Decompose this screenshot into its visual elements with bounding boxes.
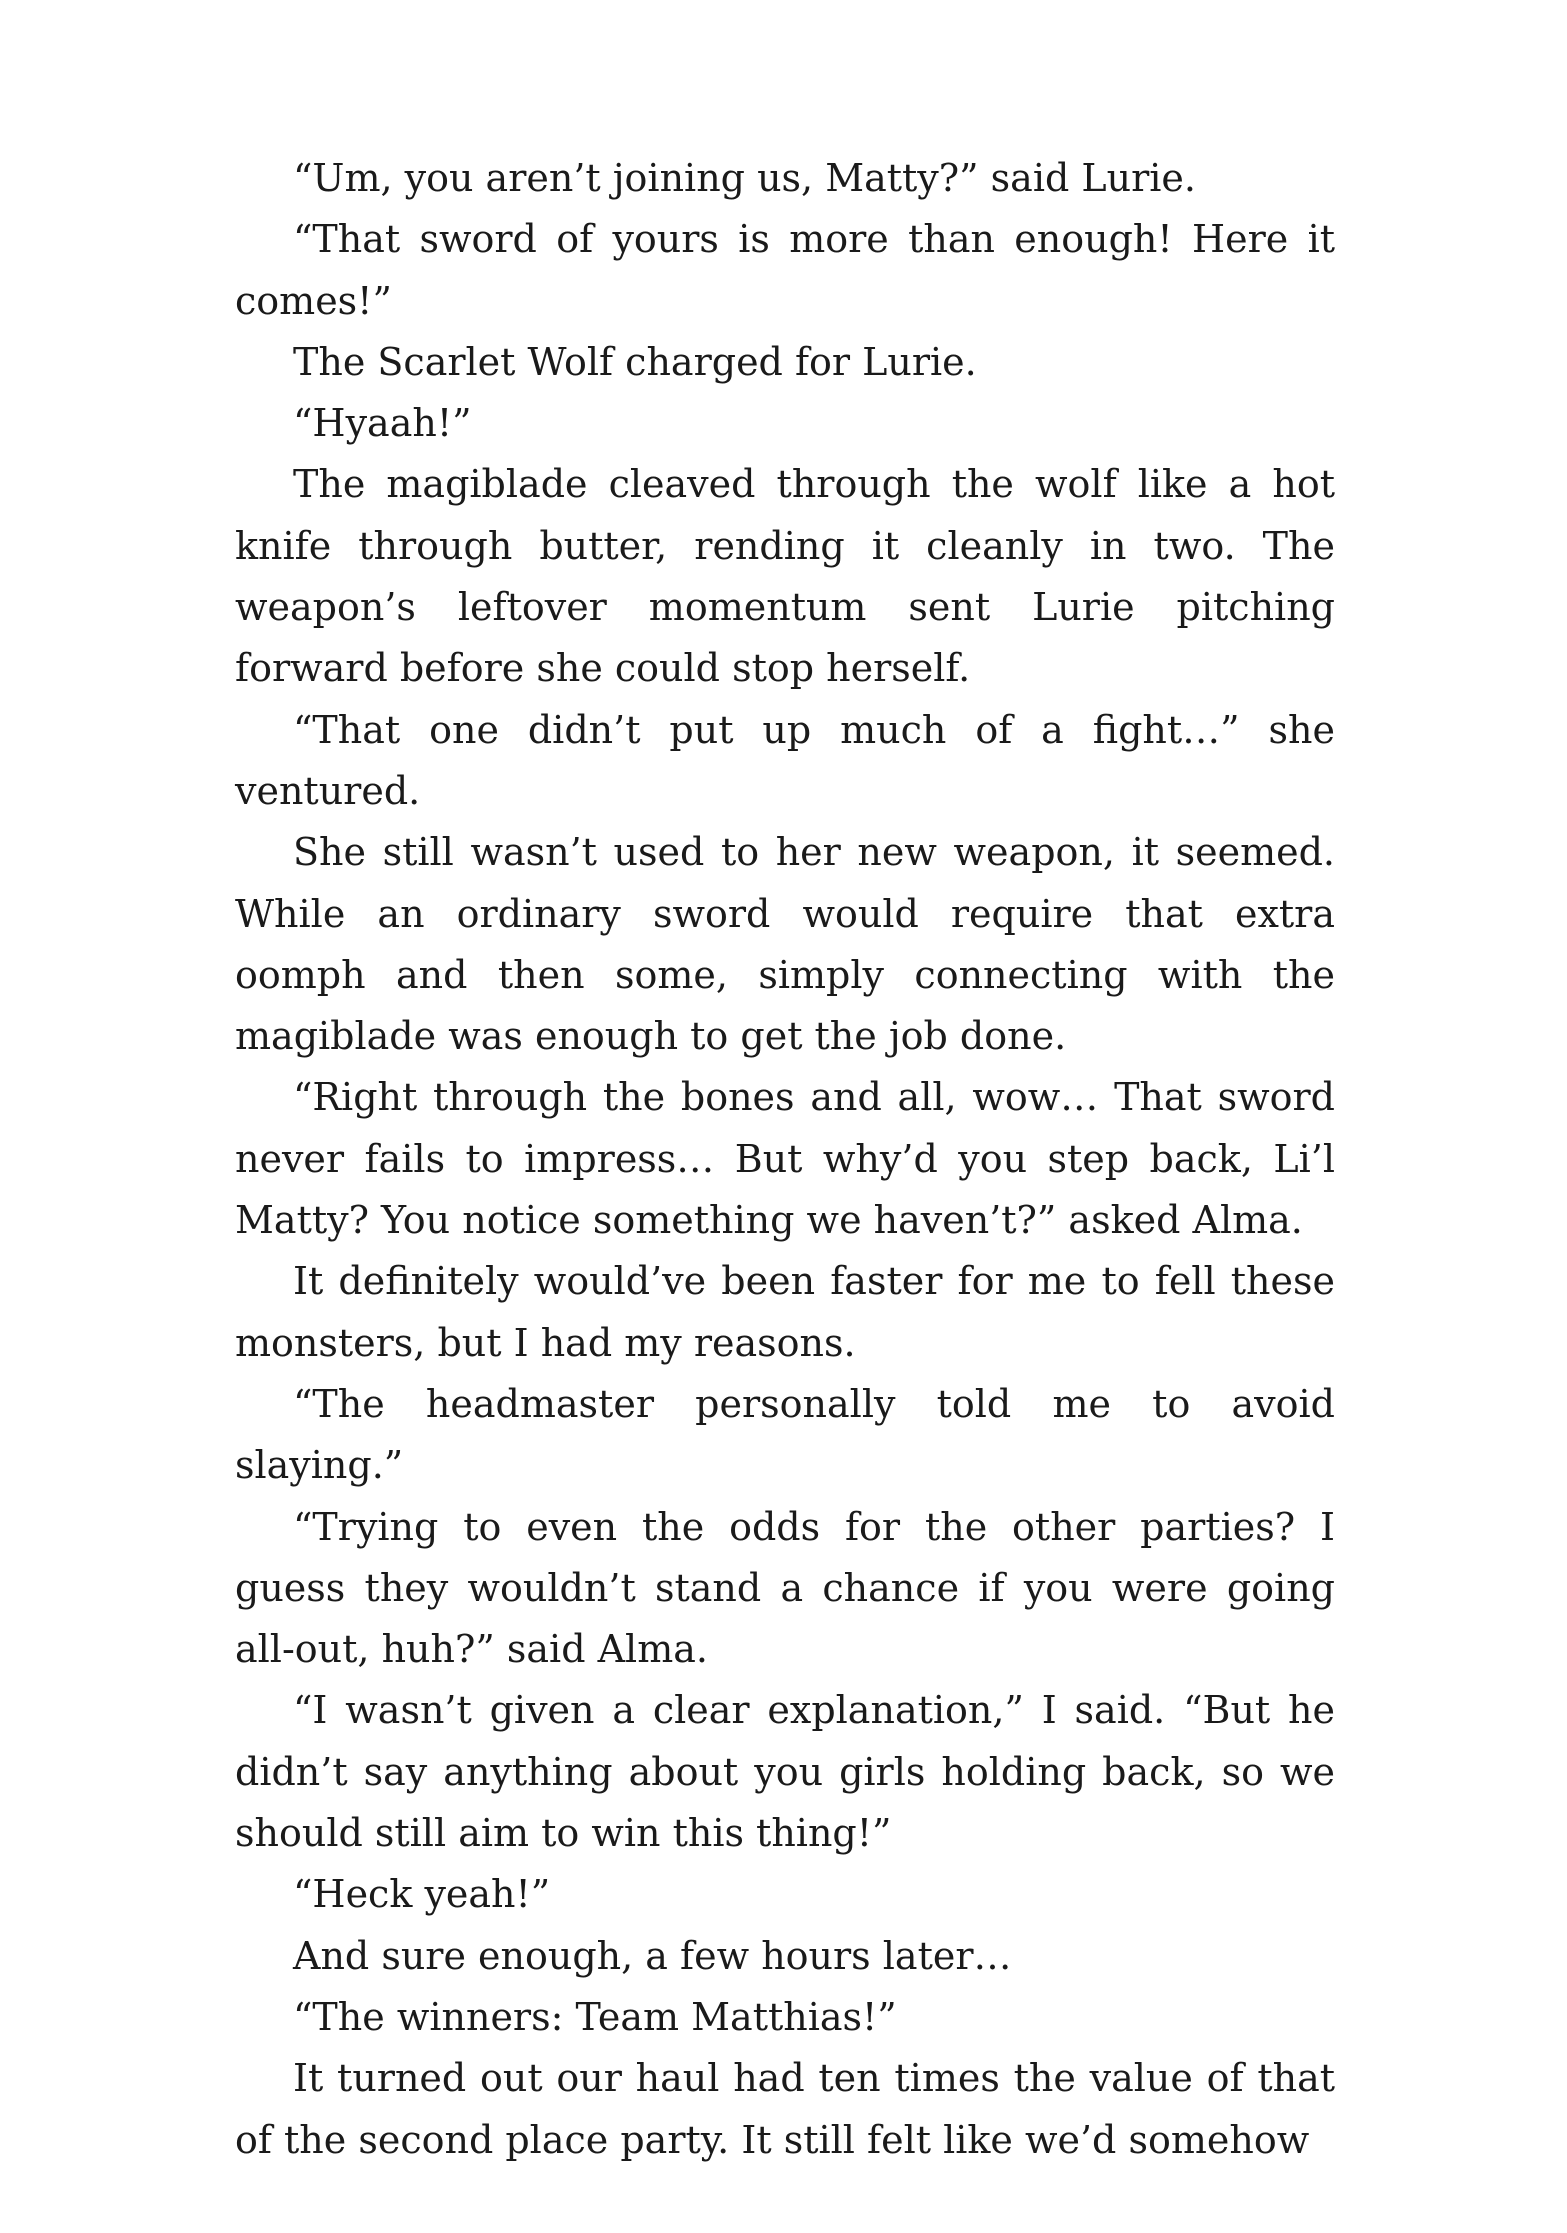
paragraph: “The headmaster personally told me to avoid slaying.” [235, 1381, 1335, 1488]
paragraph: “That sword of yours is more than enough! Here it comes!” [235, 217, 1335, 323]
paragraph: “Trying to even the odds for the other parties? I guess they wouldn’t stand a chance if you were going all-out, huh?” said Alma. [235, 1504, 1335, 1672]
paragraph: It definitely would’ve been faster for me to fell these monsters, but I had my reasons. [235, 1259, 1335, 1365]
paragraph: And sure enough, a few hours later… [293, 1933, 1012, 1978]
paragraph: “Hyaah!” [293, 401, 472, 446]
paragraph: “Heck yeah!” [293, 1872, 551, 1917]
paragraph: She still wasn’t used to her new weapon, it seemed. While an ordinary sword would require that extra oomph and then some, simply connecting with the magiblade was enough to get the job done. [235, 830, 1335, 1059]
paragraph: “The winners: Team Matthias!” [293, 1994, 897, 2039]
paragraph: It turned out our haul had ten times the value of that of the second place party. It still felt like we’d somehow [235, 2056, 1335, 2162]
paragraph: The Scarlet Wolf charged for Lurie. [293, 339, 977, 384]
paragraph: “Um, you aren’t joining us, Matty?” said Lurie. [293, 156, 1196, 200]
paragraph: “I wasn’t given a clear explanation,” I said. “But he didn’t say anything about you girls holding back, so we should still aim to win this thing!” [235, 1688, 1335, 1856]
body-text [235, 148, 1335, 2171]
paragraph: “That one didn’t put up much of a fight…” she ventured. [235, 707, 1335, 813]
paragraph: “Right through the bones and all, wow… That sword never fails to impress… But why’d you step back, Li’l Matty? You notice something we haven’t?” asked Alma. [235, 1075, 1335, 1243]
paragraph: The magiblade cleaved through the wolf like a hot knife through butter, rending it cleanly in two. The weapon’s leftover momentum sent Lurie pitching forward before she could stop herself. [235, 462, 1335, 691]
